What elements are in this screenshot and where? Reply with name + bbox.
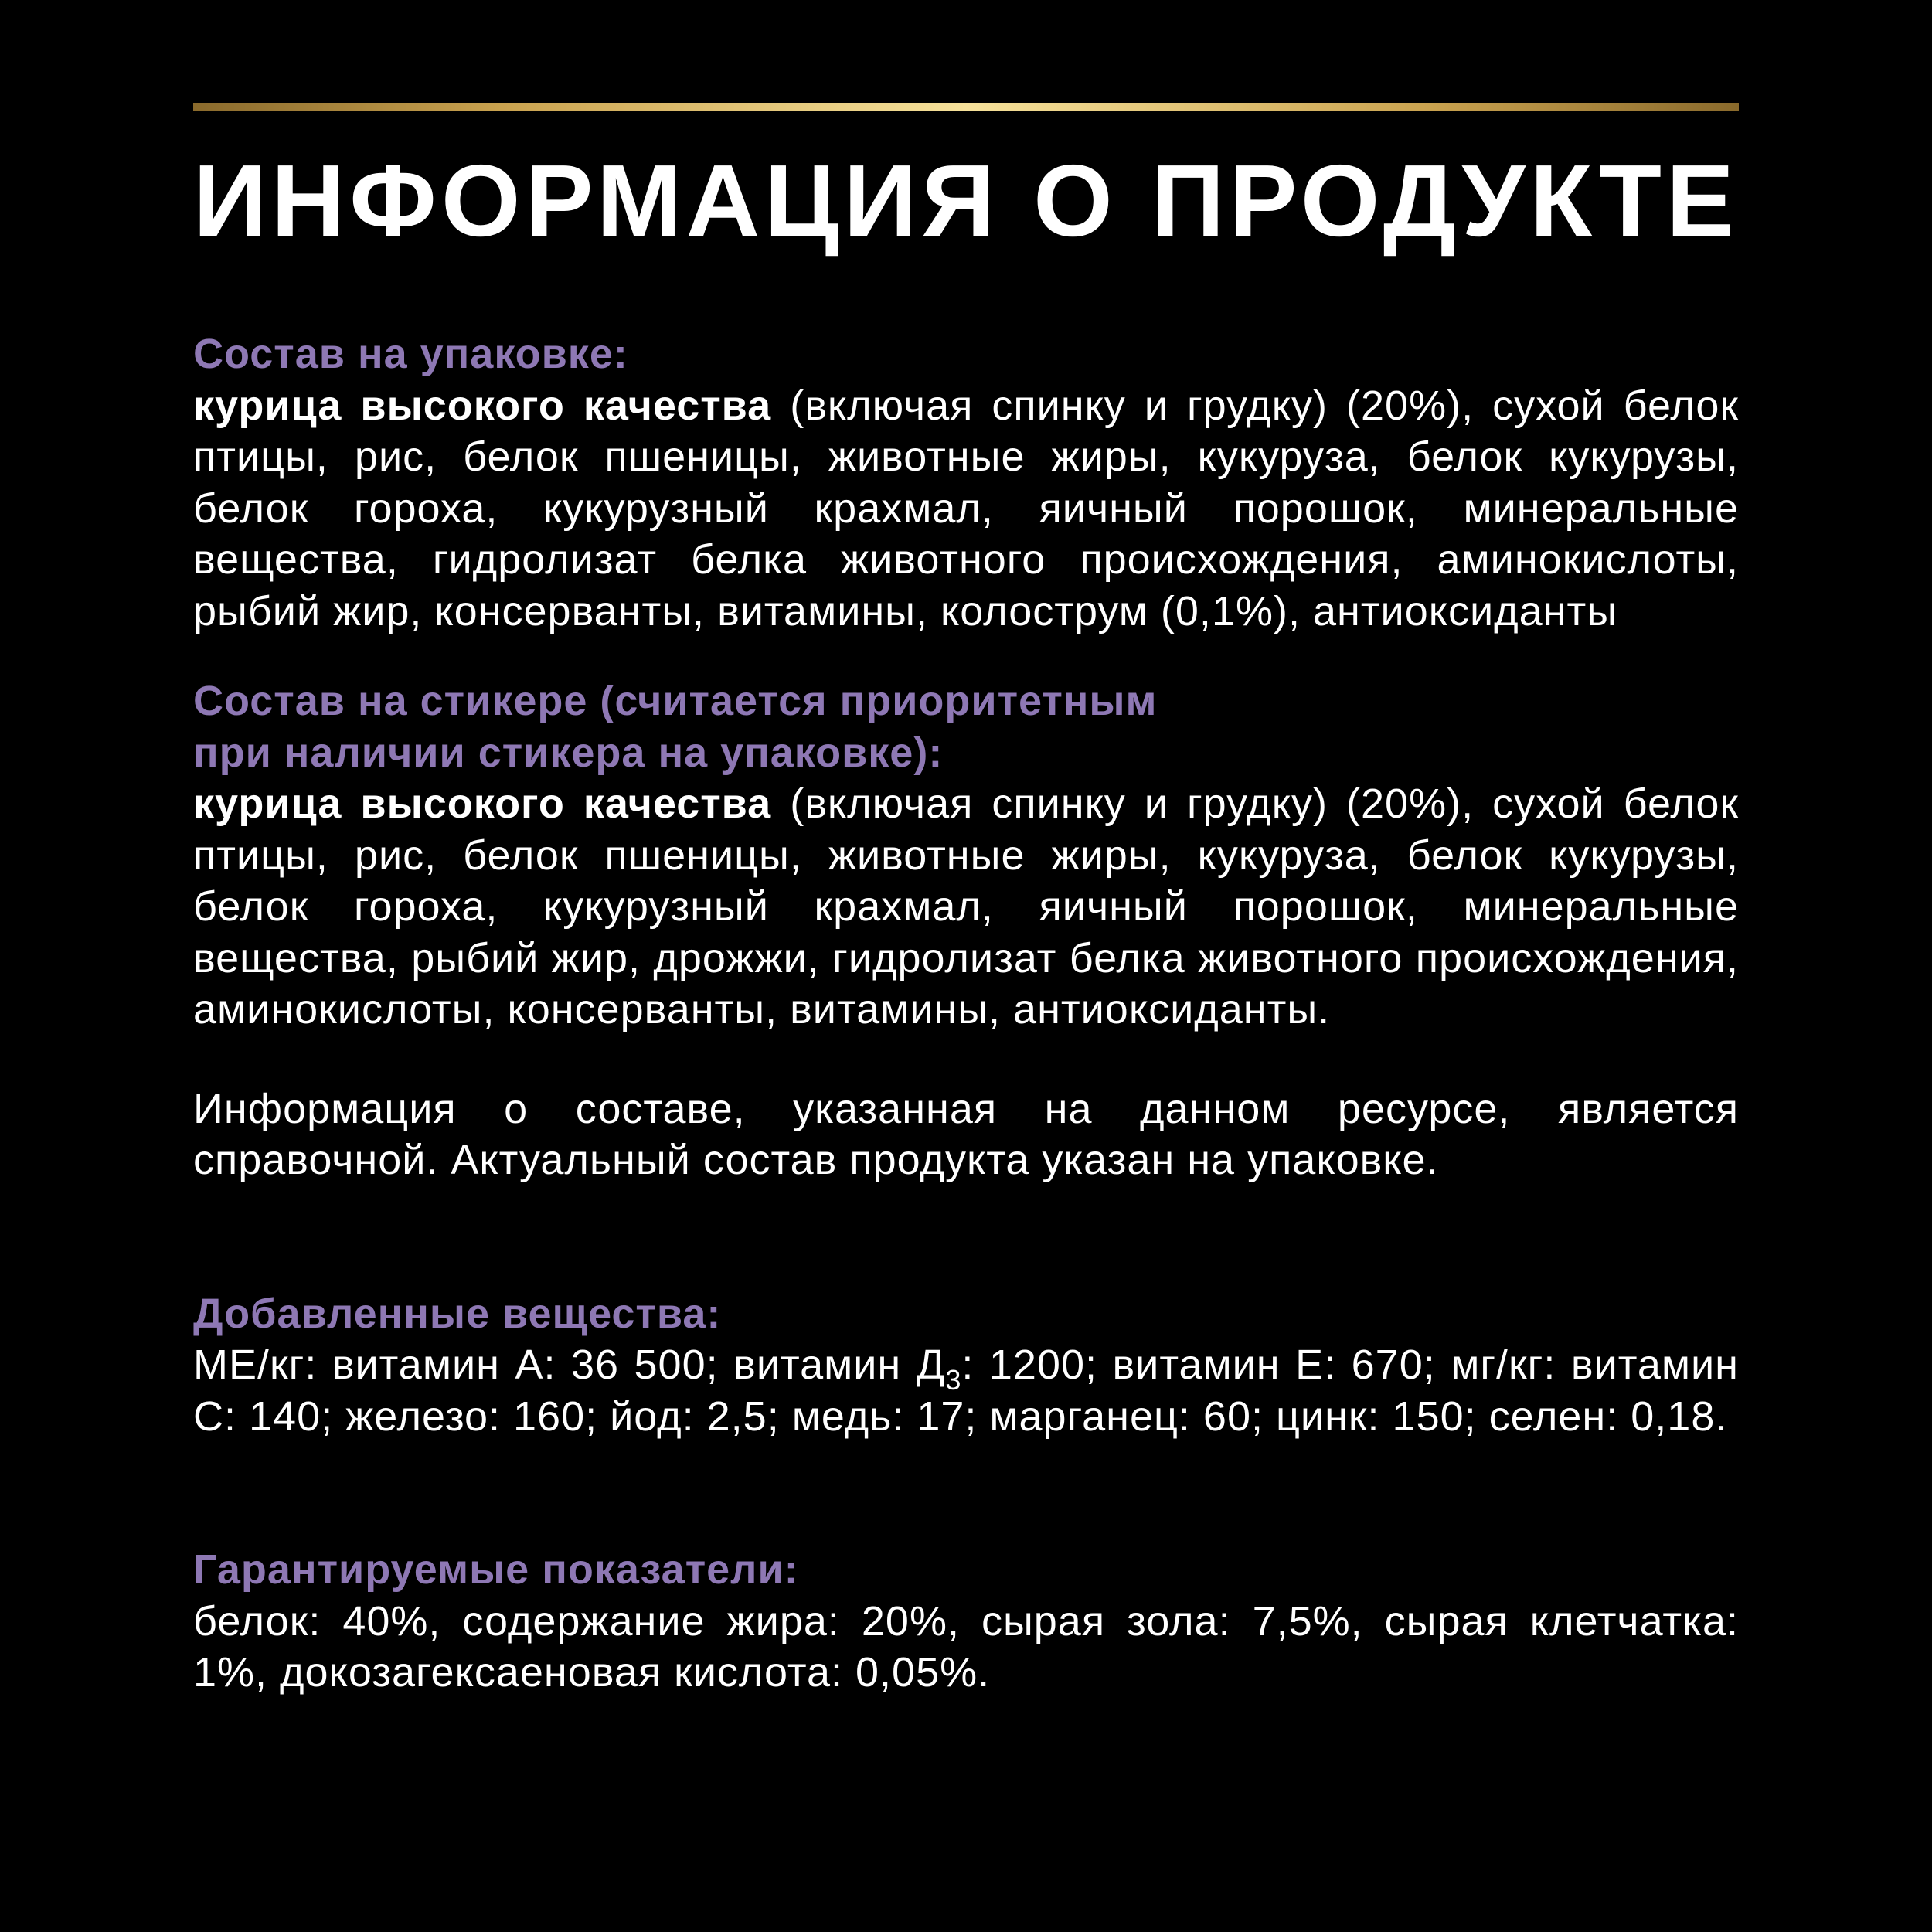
guaranteed-text: белок: 40%, содержание жира: 20%, сырая зола: 7,5%, сырая клетчатка: 1%, докозагексаеновая кислота: 0,05%. — [193, 1597, 1739, 1696]
additives-text-part2: : 1200; витамин Е: 670; мг/кг: витамин С: 140; железо: 160; йод: 2,5; медь: 17; марганец: 60; цинк: 150; селен: 0,18. — [193, 1342, 1739, 1440]
sticker-composition-heading — [193, 675, 1739, 778]
additives-text — [193, 1339, 1739, 1442]
sticker-composition-heading-line1: Состав на стикере (считается приоритетным — [193, 678, 1158, 724]
disclaimer-section — [193, 1083, 1739, 1186]
disclaimer-text: Информация о составе, указанная на данном ресурсе, является справочной. Актуальный состав продукта указан на упаковке. — [193, 1085, 1739, 1183]
sticker-composition-body: (включая спинку и грудку) (20%), сухой белок птицы, рис, белок пшеницы, животные жиры, кукуруза, белок кукурузы, белок гороха, кукурузный крахмал, яичный порошок, минеральные вещества, рыбий жир, дрожжи, гидролизат белка животного происхождения, аминокислоты, консерванты, витамины, антиоксиданты. — [193, 781, 1739, 1032]
spacer — [193, 637, 1739, 675]
package-composition-body: (включая спинку и грудку) (20%), сухой белок птицы, рис, белок пшеницы, животные жиры, кукуруза, белок кукурузы, белок гороха, кукурузный крахмал, яичный порошок, минеральные вещества, гидролизат белка животного происхождения, аминокислоты, рыбий жир, консерванты, витамины, колострум (0,1%), антиоксиданты — [193, 382, 1739, 634]
package-composition-heading: Состав на упаковке: — [193, 331, 628, 377]
package-composition-bold: курица высокого качества — [193, 382, 772, 429]
product-info-content — [193, 328, 1739, 1699]
sticker-composition-section — [193, 675, 1739, 1036]
vitamin-d-subscript: 3 — [945, 1364, 962, 1396]
sticker-composition-bold: курица высокого качества — [193, 781, 772, 827]
additives-heading: Добавленные вещества: — [193, 1290, 722, 1337]
guaranteed-heading: Гарантируемые показатели: — [193, 1546, 799, 1593]
sticker-composition-heading-line2: при наличии стикера на упаковке): — [193, 729, 944, 776]
sticker-composition-text — [193, 778, 1739, 1036]
package-composition-text — [193, 380, 1739, 638]
package-composition-section — [193, 328, 1739, 637]
additives-section — [193, 1288, 1739, 1443]
additives-text-part1: МЕ/кг: витамин А: 36 500; витамин Д — [193, 1342, 946, 1388]
page-title: ИНФОРМАЦИЯ О ПРОДУКТЕ — [193, 144, 1739, 257]
spacer — [193, 1186, 1739, 1288]
spacer — [193, 1442, 1739, 1544]
gold-divider — [193, 103, 1739, 111]
guaranteed-section — [193, 1544, 1739, 1699]
spacer — [193, 1036, 1739, 1083]
